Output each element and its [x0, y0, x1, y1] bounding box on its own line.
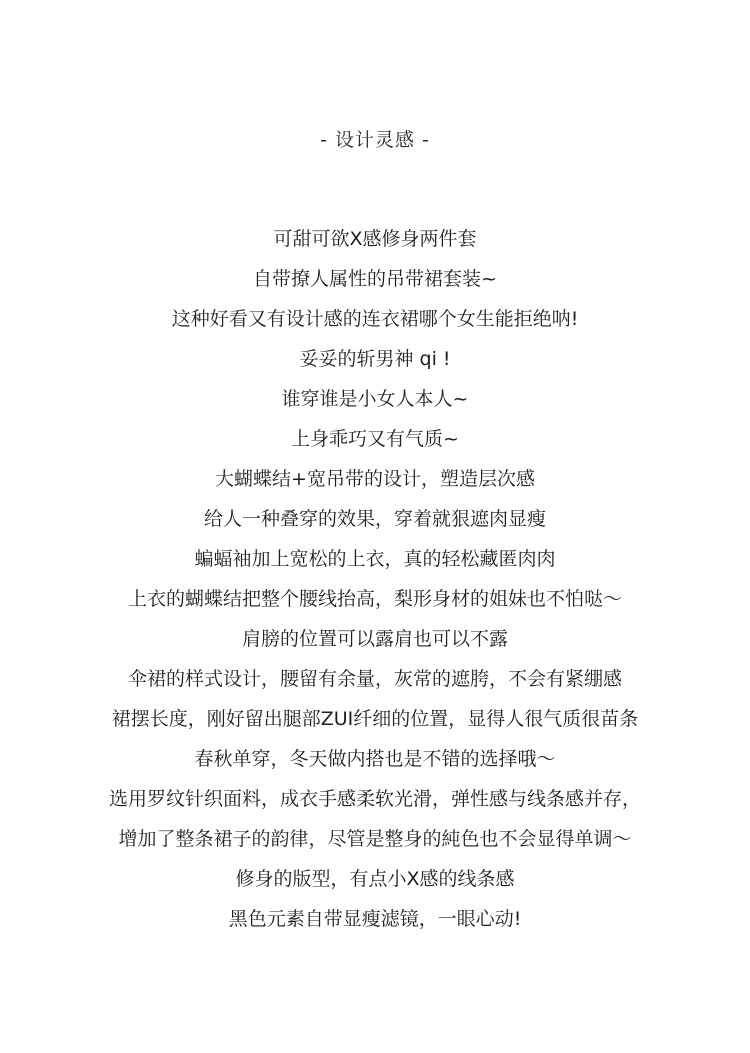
description-lines: [0, 219, 750, 939]
description-line: 自带撩人属性的吊带裙套装~: [253, 268, 497, 290]
description-line: 修身的版型，有点小X感的线条感: [235, 868, 515, 890]
description-line: 黑色元素自带显瘦滤镜，一眼心动!: [228, 908, 522, 930]
description-line: 大蝴蝶结+宽吊带的设计，塑造层次感: [215, 468, 535, 490]
description-line: 给人一种叠穿的效果，穿着就狠遮肉显瘦: [203, 508, 546, 530]
description-line: 蝙蝠袖加上宽松的上衣，真的轻松藏匿肉肉: [194, 548, 556, 570]
description-line: 上衣的蝴蝶结把整个腰线抬高，梨形身材的姐妹也不怕哒～: [127, 588, 622, 610]
description-line: 可甜可欲X感修身两件套: [273, 228, 477, 250]
description-line: 春秋单穿，冬天做内搭也是不错的选择哦～: [194, 748, 556, 770]
description-line: 妥妥的斩男神 qi !: [299, 348, 451, 370]
section-title: - 设计灵感 -: [320, 129, 430, 151]
description-line: 上身乖巧又有气质~: [291, 428, 459, 450]
description-line: 肩膀的位置可以露肩也可以不露: [241, 628, 508, 650]
description-line: 谁穿谁是小女人本人~: [281, 388, 469, 410]
description-line: 裙摆长度，刚好留出腿部ZUI纤细的位置，显得人很气质很苗条: [111, 708, 639, 730]
description-line: 增加了整条裙子的韵律，尽管是整身的純色也不会显得单调～: [118, 828, 632, 850]
description-line: 选用罗纹针织面料，成衣手感柔软光滑，弹性感与线条感并存，: [108, 788, 641, 810]
description-line: 这种好看又有设计感的连衣裙哪个女生能拒绝呐!: [171, 308, 579, 330]
description-line: 伞裙的样式设计，腰留有余量，灰常的遮胯，不会有紧绷感: [127, 668, 622, 690]
